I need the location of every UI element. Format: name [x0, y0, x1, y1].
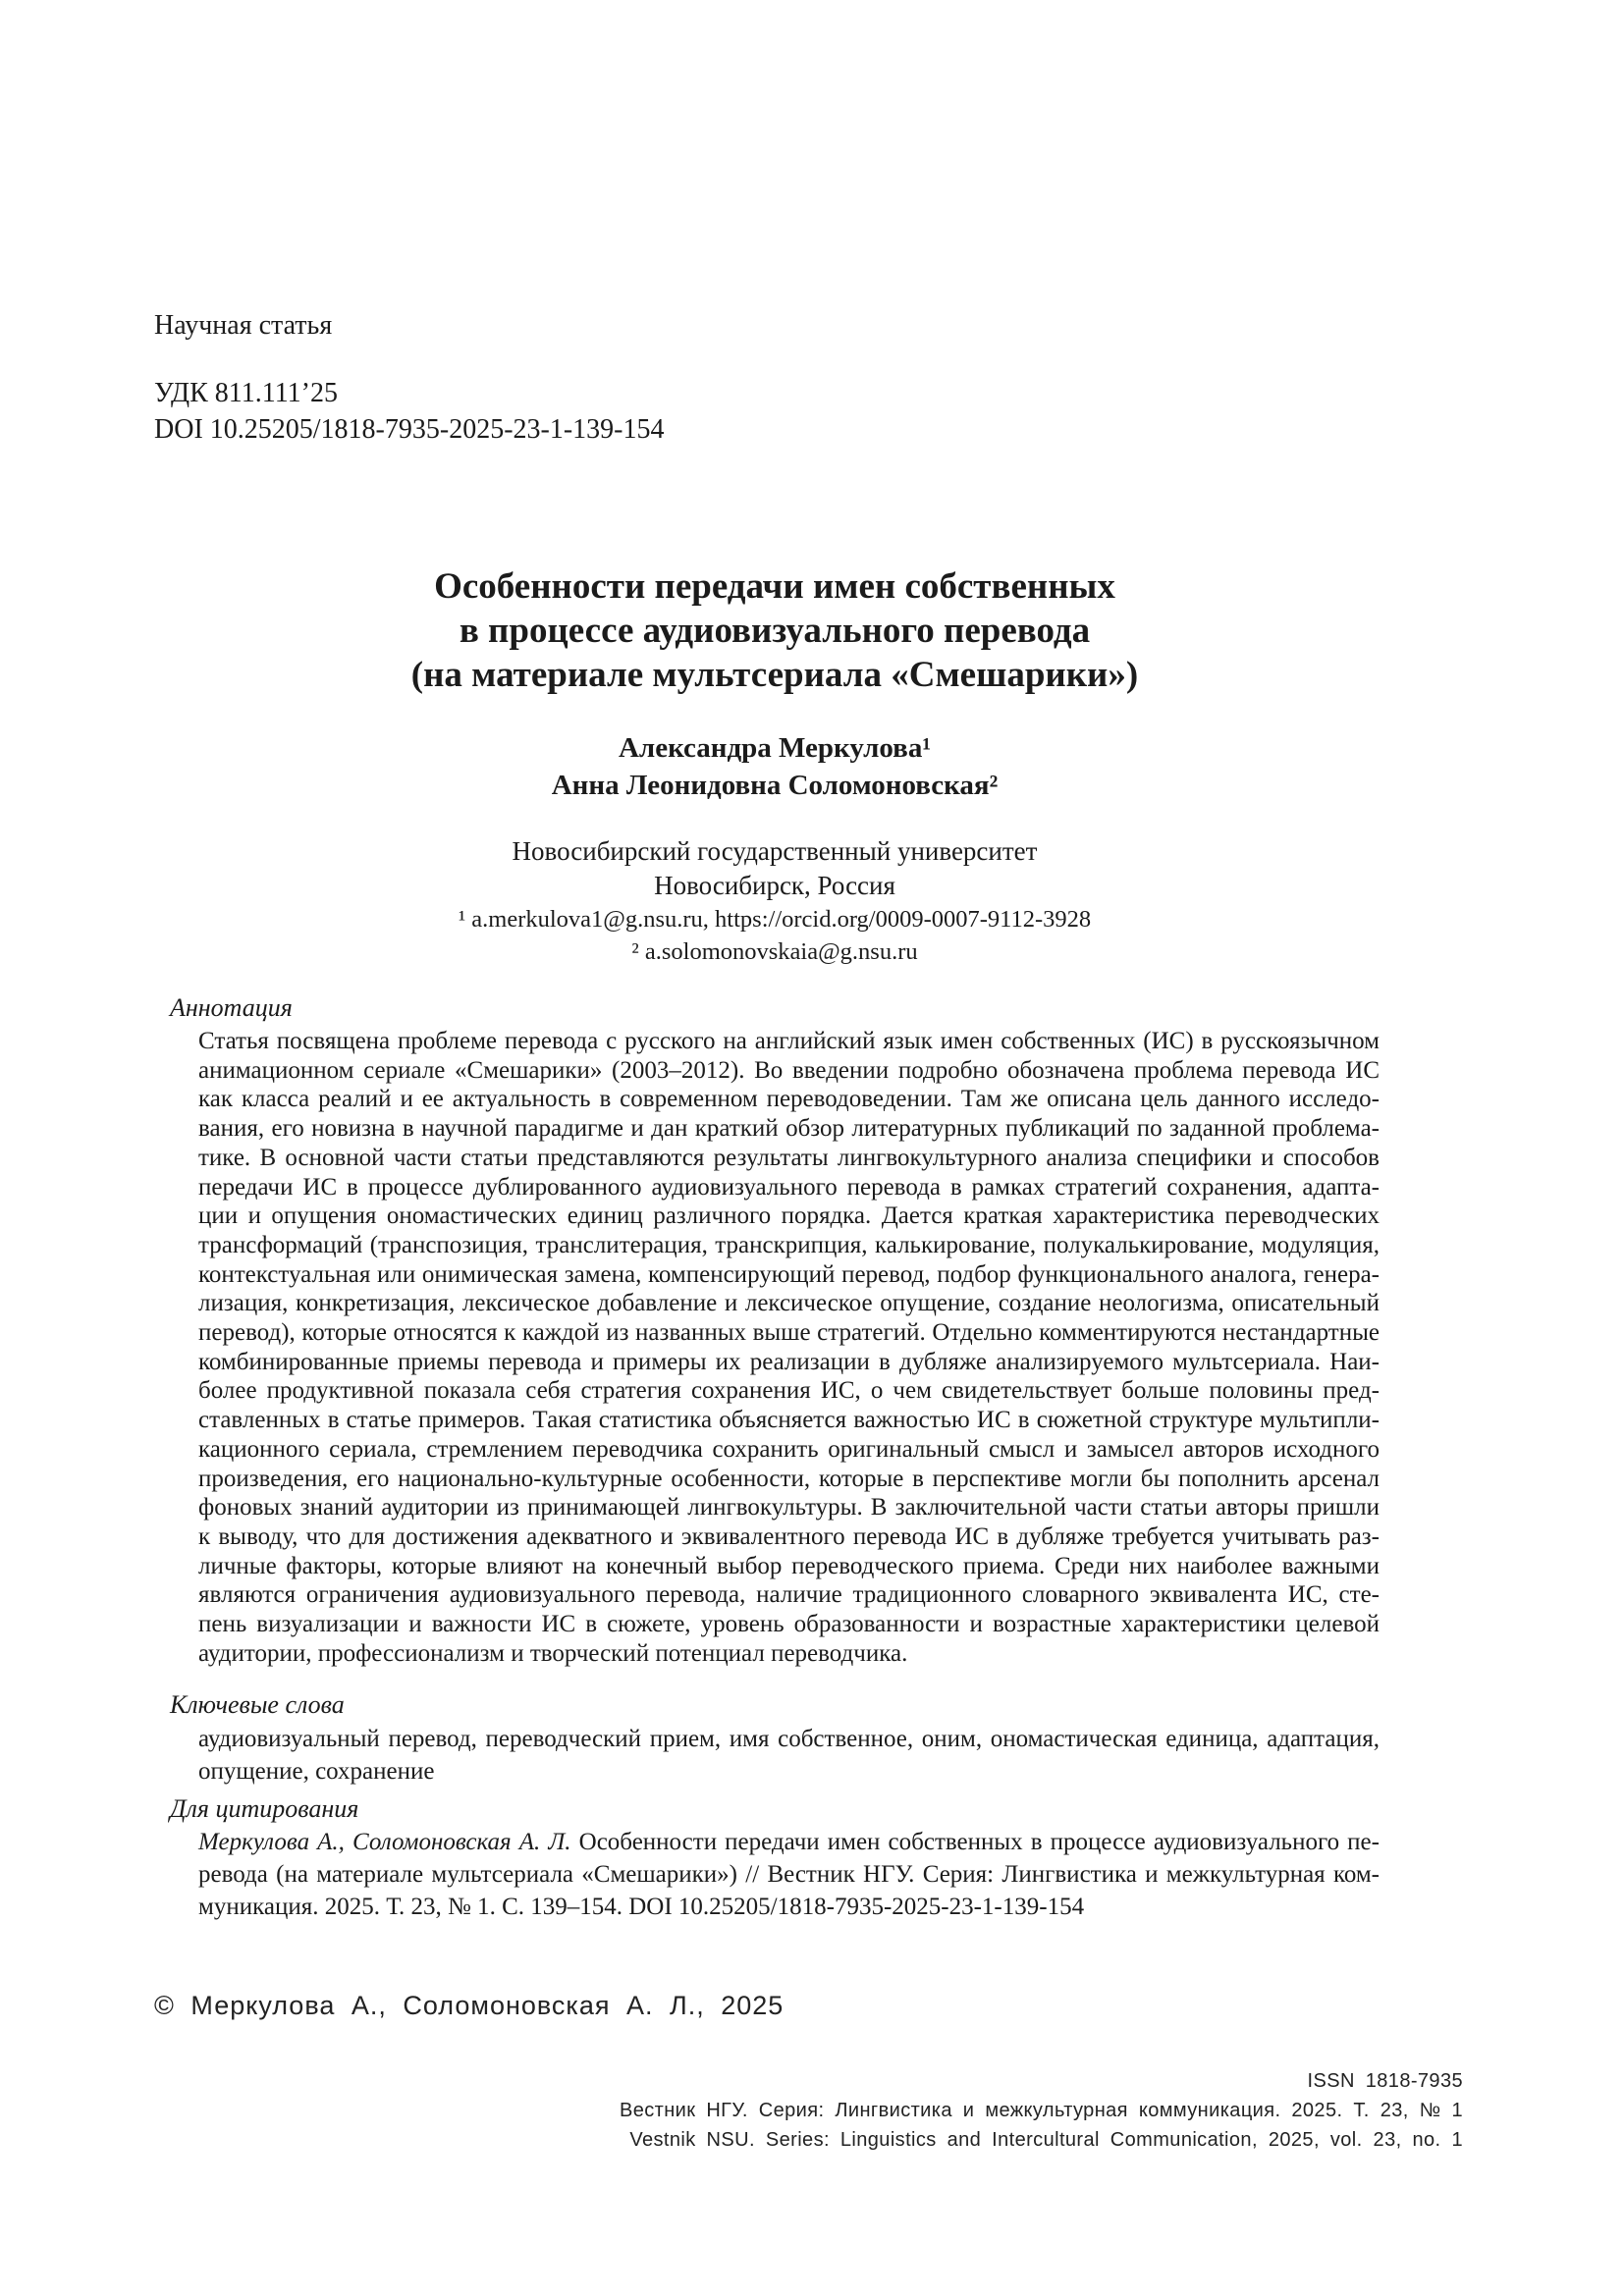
article-title [170, 564, 1380, 697]
text-line: ции и опущения ономастических единиц различного порядка. Дается краткая характеристика переводческих [198, 1202, 1380, 1230]
journal-footer [620, 2066, 1463, 2155]
text-line: лизация, конкретизация, лексическое добавление и лексическое опущение, создание неологизма, описательный [198, 1290, 1380, 1317]
text-line: контекстуальная или онимическая замена, компенсирующий перевод, подбор функционального аналога, генера- [198, 1260, 1380, 1288]
abstract-text [198, 1027, 1380, 1668]
text-line: ² a.solomonovskaia@g.nsu.ru [631, 938, 918, 965]
citation-line [198, 1826, 1380, 1858]
text-line: аудитории, профессионализм и творческий потенциал переводчика. [198, 1639, 908, 1667]
text-line: кационного сериала, стремлением переводчика сохранить оригинальный смысл и замысел авторов исходного [198, 1435, 1380, 1463]
text-line: Новосибирск, Россия [654, 871, 895, 900]
abstract-heading: Аннотация [170, 993, 293, 1022]
copyright-line: © Меркулова А., Соломоновская А. Л., 2025 [154, 1991, 785, 2020]
doi-line: DOI 10.25205/1818-7935-2025-23-1-139-154 [154, 414, 665, 445]
text-line: фоновых знаний аудитории из принимающей лингвокультуры. В заключительной части статьи авторы пришли [198, 1494, 1380, 1522]
citation-authors: Меркулова А., Соломоновская А. Л. [198, 1829, 571, 1855]
citation-heading: Для цитирования [170, 1794, 359, 1823]
text-line: более продуктивной показала себя стратегия сохранения ИС, о чем свидетельствует больше половины пред- [198, 1377, 1380, 1405]
affiliation [170, 834, 1380, 903]
text-line: пень визуализации и важности ИС в сюжете, уровень образованности и возрастные характеристики целевой [198, 1611, 1380, 1638]
author-contacts [170, 903, 1380, 968]
text-line: вания, его новизна в научной парадигме и дан краткий обзор литературных публикаций по заданной проблема- [198, 1115, 1380, 1143]
text-line: передачи ИС в процессе дублированного аудиовизуального перевода в рамках стратегий сохранения, адапта- [198, 1173, 1380, 1201]
text-line: аудиовизуальный перевод, переводческий прием, имя собственное, оним, ономастическая единица, адаптация, [198, 1726, 1380, 1752]
citation-title-part: Особенности передачи имен собственных в процессе аудиовизуального пе- [570, 1829, 1380, 1855]
text-line: комбинированные приемы перевода и примеры их реализации в дубляже анализируемого мультсериала. Наи- [198, 1348, 1380, 1375]
text-line: личные факторы, которые влияют на конечный выбор переводческого приема. Среди них наиболее важными [198, 1552, 1380, 1579]
journal-line-en: Vestnik NSU. Series: Linguistics and Intercultural Communication, 2025, vol. 23, no. 1 [629, 2129, 1463, 2151]
journal-line-ru: Вестник НГУ. Серия: Лингвистика и межкультурная коммуникация. 2025. Т. 23, № 1 [619, 2100, 1463, 2121]
issn-line: ISSN 1818-7935 [1307, 2070, 1463, 2092]
text-line: в процессе аудиовизуального перевода [459, 611, 1091, 651]
text-line: Александра Меркулова¹ [618, 732, 932, 764]
text-line: трансформаций (транспозиция, транслитерация, транскрипция, калькирование, полукалькирование, модуляция, [198, 1231, 1380, 1258]
text-line: ставленных в статье примеров. Такая статистика объясняется важностью ИС в сюжетной структуре мультипли- [198, 1407, 1380, 1434]
text-line: муникация. 2025. Т. 23, № 1. С. 139–154. DOI 10.25205/1818-7935-2025-23-1-139-154 [198, 1894, 1085, 1920]
text-line: Статья посвящена проблеме перевода с русского на английский язык имен собственных (ИС) в русскоязычном [198, 1028, 1380, 1054]
text-line: перевод), которые относятся к каждой из названных выше стратегий. Отдельно комментируются нестандартные [198, 1319, 1380, 1347]
text-line: ревода (на материале мультсериала «Смешарики») // Вестник НГУ. Серия: Лингвистика и межкультурная ком- [198, 1861, 1380, 1888]
text-line: Новосибирский государственный университет [512, 836, 1038, 866]
text-line: тике. В основной части статьи представляются результаты лингвокультурного анализа специфики и способов [198, 1144, 1380, 1171]
text-line: (на материале мультсериала «Смешарики») [410, 655, 1139, 695]
article-type-label: Научная статья [154, 310, 333, 341]
text-line: произведения, его национально-культурные особенности, которые в перспективе могли бы пополнить арсенал [198, 1465, 1380, 1492]
keywords-text [198, 1723, 1380, 1788]
text-line: Особенности передачи имен собственных [434, 566, 1115, 607]
text-line: Анна Леонидовна Соломоновская² [551, 770, 999, 801]
citation-text [198, 1826, 1380, 1923]
text-line: ¹ a.merkulova1@g.nsu.ru, https://orcid.org/0009-0007-9112-3928 [458, 906, 1092, 933]
text-line: опущение, сохранение [198, 1758, 435, 1785]
citation-lines [198, 1858, 1380, 1923]
text-line: к выводу, что для достижения адекватного и эквивалентного перевода ИС в дубляже требуется учитывать раз- [198, 1522, 1380, 1550]
text-line: анимационном сериале «Смешарики» (2003–2012). Во введении подробно обозначена проблема перевода ИС [198, 1056, 1380, 1084]
text-line: являются ограничения аудиовизуального перевода, наличие традиционного словарного эквивалента ИС, сте- [198, 1581, 1380, 1609]
text-line: как класса реалий и ее актуальность в современном переводоведении. Там же описана цель данного исследо- [198, 1086, 1380, 1113]
authors [170, 729, 1380, 804]
keywords-heading: Ключевые слова [170, 1690, 345, 1719]
udc-code: УДК 811.111’25 [154, 378, 338, 408]
